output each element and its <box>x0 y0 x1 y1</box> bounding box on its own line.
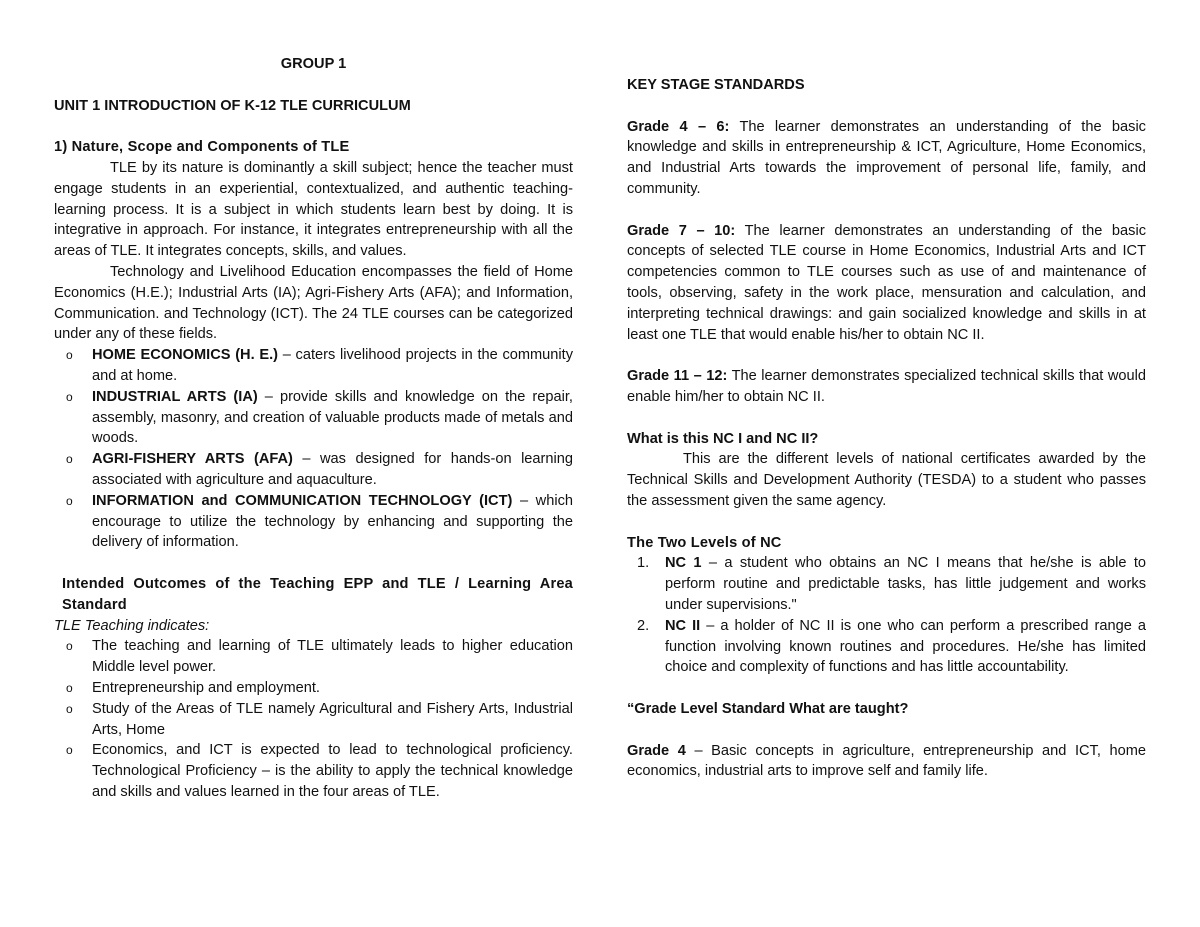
left-column <box>54 54 573 803</box>
section1-heading: 1) Nature, Scope and Components of TLE <box>54 139 350 156</box>
outcome-text: The teaching and learning of TLE ultimately leads to higher education Middle level power. <box>92 638 573 676</box>
level-desc: – a student who obtains an NC I means that he/she is able to perform routine and predictable tasks, has little judgement and works under supervisions." <box>665 555 1147 613</box>
grade-level-heading: “Grade Level Standard What are taught? <box>627 700 909 717</box>
field-term: INFORMATION and COMMUNICATION TECHNOLOGY (ICT) <box>92 492 513 509</box>
field-desc: – which encourage to utilize the technology by enhancing and supporting the delivery of information. <box>92 492 573 551</box>
outcome-text: Economics, and ICT is expected to lead to technological proficiency. Technological Proficiency – is the ability to apply the technical knowledge and skills and values learned in the four areas of TLE. <box>92 742 573 800</box>
list-item <box>54 636 573 678</box>
outcome-text: Study of the Areas of TLE namely Agricultural and Fishery Arts, Industrial Arts, Home <box>92 700 573 738</box>
list-item <box>54 387 573 449</box>
stage-text: The learner demonstrates an understanding of the basic concepts of selected TLE course in Home Economics, Industrial Arts and ICT competencies common to TLE courses such as use of and maintenance of tools, observing, safety in the work place, mensuration and calculation, and interpreting technical drawings: and gain socialized knowledge and skills in at least one TLE that would enable his/her to obtain NC II. <box>627 222 1146 343</box>
list-item <box>54 449 573 491</box>
levels-heading: The Two Levels of NC <box>627 534 782 551</box>
fields-list <box>54 345 573 553</box>
level-number: 2. <box>637 617 650 634</box>
field-term: INDUSTRIAL ARTS (IA) <box>92 388 258 405</box>
section1-paragraph-2: Technology and Livelihood Education encompasses the field of Home Economics (H.E.); Industrial Arts (IA); Agri-Fishery Arts (AFA); and Information, Communication. and Technology (ICT). The 24 TLE courses can be categorized under any of these fields. <box>54 263 573 343</box>
stage-grade-7-10 <box>627 221 1146 346</box>
list-item <box>54 740 573 802</box>
stage-label: Grade 11 – 12: <box>627 368 728 385</box>
field-desc: – caters livelihood projects in the community and at home. <box>92 347 573 384</box>
bullet-marker: o <box>66 639 73 654</box>
group-title: GROUP 1 <box>280 56 347 72</box>
stage-grade-4-6 <box>627 117 1146 200</box>
right-column <box>627 75 1146 782</box>
bullet-marker: o <box>66 452 73 467</box>
list-item <box>627 616 1146 678</box>
grade-text: – Basic concepts in agriculture, entrepreneurship and ICT, home economics, industrial arts to improve self and family life. <box>627 742 1146 780</box>
stage-grade-11-12 <box>627 366 1146 408</box>
unit-title: UNIT 1 INTRODUCTION OF K-12 TLE CURRICULUM <box>54 97 411 114</box>
grade-4-standard <box>627 741 1146 783</box>
level-term: NC II <box>665 617 701 634</box>
outcomes-list <box>54 636 573 802</box>
stage-text: The learner demonstrates an understanding of the basic knowledge and skills in entrepreneurship & ICT, Agriculture, Home Economics, and Industrial Arts towards the improvement of personal life, family, and community. <box>627 118 1146 197</box>
bullet-marker: o <box>66 348 73 363</box>
field-desc: – provide skills and knowledge on the repair, assembly, masonry, and creation of valuable products made of metals and woods. <box>92 388 573 447</box>
stage-label: Grade 4 – 6: <box>627 118 730 135</box>
level-term: NC 1 <box>665 555 702 572</box>
list-item <box>54 491 573 553</box>
level-desc: – a holder of NC II is one who can perform a prescribed range a function involving known routines and procedures. He/she has limited choice and complexity of functions and has little accountability. <box>665 617 1146 676</box>
bullet-marker: o <box>66 680 73 695</box>
bullet-marker: o <box>66 493 73 508</box>
bullet-marker: o <box>66 701 73 716</box>
levels-list <box>627 553 1146 678</box>
field-desc: – was designed for hands-on learning associated with agriculture and aquaculture. <box>92 451 573 488</box>
level-number: 1. <box>637 555 650 572</box>
stage-text: The learner demonstrates specialized technical skills that would enable him/her to obtain NC II. <box>627 368 1146 405</box>
section2-subheading: TLE Teaching indicates: <box>54 617 210 634</box>
stage-label: Grade 7 – 10: <box>627 222 736 239</box>
list-item <box>54 699 573 741</box>
field-term: HOME ECONOMICS (H. E.) <box>92 347 279 364</box>
bullet-marker: o <box>66 389 73 404</box>
section1-paragraph-1: TLE by its nature is dominantly a skill subject; hence the teacher must engage students in an experiential, contextualized, and authentic teaching-learning process. It is a subject in which students learn best by doing. It is integrative in approach. For instance, it integrates entrepreneurship with all the areas of TLE. It integrates concepts, skills, and values. <box>54 159 573 260</box>
section2-heading: Intended Outcomes of the Teaching EPP and TLE / Learning Area Standard <box>62 575 573 613</box>
nc-question: What is this NC I and NC II? <box>627 430 819 447</box>
bullet-marker: o <box>66 743 73 758</box>
field-term: AGRI-FISHERY ARTS (AFA) <box>92 451 293 468</box>
nc-answer: This are the different levels of national certificates awarded by the Technical Skills and Development Authority (TESDA) to a student who passes the assessment given the same agency. <box>627 451 1146 509</box>
list-item <box>54 345 573 387</box>
list-item <box>627 553 1146 615</box>
list-item <box>54 678 573 699</box>
grade-label: Grade 4 <box>627 742 686 759</box>
outcome-text: Entrepreneurship and employment. <box>92 679 320 696</box>
key-stage-heading: KEY STAGE STANDARDS <box>627 77 805 93</box>
